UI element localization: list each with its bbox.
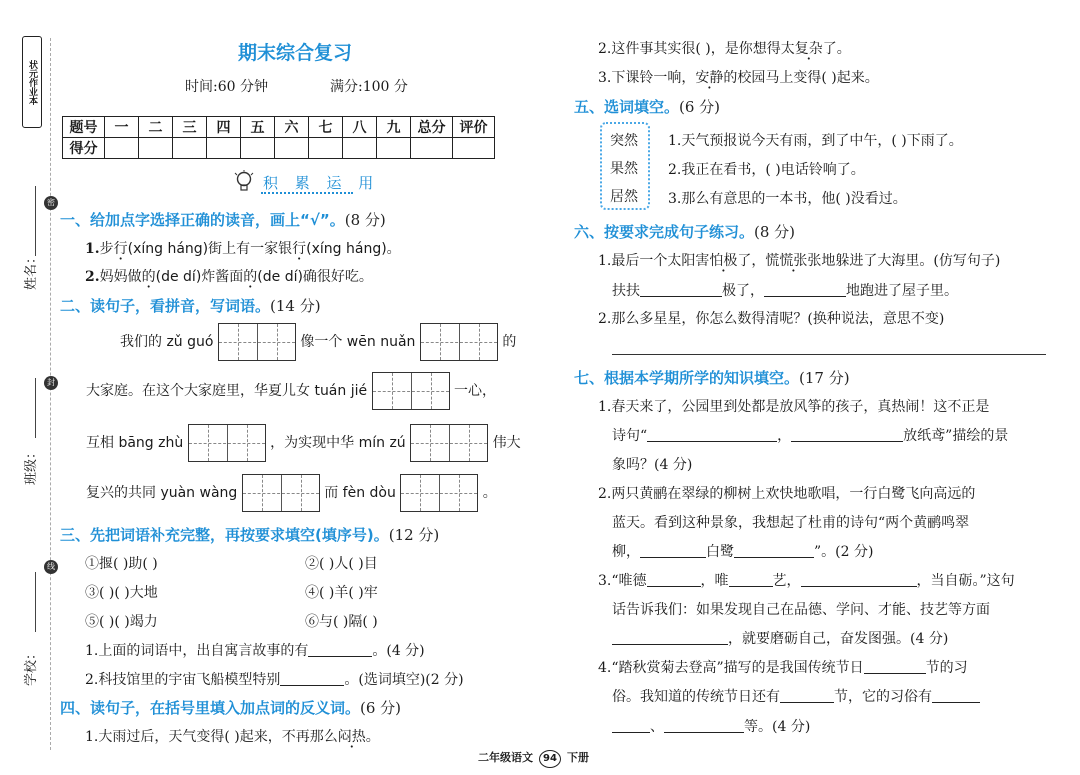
- score-input[interactable]: [241, 138, 275, 159]
- footer-volume: 下册: [567, 751, 589, 764]
- score-cell: 七: [309, 117, 343, 138]
- s5-item-2[interactable]: 2.我正在看书，( )电话铃响了。: [668, 162, 865, 178]
- word-bank-item: 突然: [610, 133, 638, 149]
- section-6-heading: 六、按要求完成句子练习。(8 分): [574, 223, 796, 241]
- word-bank-item: 居然: [610, 189, 638, 205]
- answer-blank[interactable]: [864, 660, 926, 674]
- writing-grid[interactable]: [372, 372, 450, 410]
- writing-grid[interactable]: [410, 424, 488, 462]
- section-banner: [233, 170, 380, 194]
- score-input[interactable]: [173, 138, 207, 159]
- s2-line-1: 我们的 zǔ guó 像一个 wēn nuǎn 的: [120, 323, 516, 361]
- class-label: 班级：: [24, 445, 39, 485]
- s1-item-2: 2.妈妈做的(de dí)炸酱面的(de dí)确很好吃。: [85, 269, 373, 285]
- section-2-heading: 二、读句子，看拼音，写词语。(14 分): [60, 297, 321, 315]
- s4-item-3: 3.下课铃一响，安静的校园马上变得( )起来。: [598, 70, 879, 86]
- score-input[interactable]: [105, 138, 139, 159]
- score-cell: 题号: [63, 117, 105, 138]
- score-cell: 一: [105, 117, 139, 138]
- s5-item-1[interactable]: 1.天气预报说今天有雨，到了中午，( )下雨了。: [668, 133, 963, 149]
- score-table: [62, 116, 495, 159]
- s7-q3-line1: 3.“唯德 ，唯 艺， ，当自砺。”这句: [598, 573, 1015, 589]
- writing-grid[interactable]: [242, 474, 320, 512]
- score-table-header: [63, 117, 495, 138]
- score-input[interactable]: [411, 138, 453, 159]
- answer-blank[interactable]: [729, 573, 773, 587]
- s3-q1: 1.上面的词语中，出自寓言故事的有 。(4 分): [85, 643, 425, 659]
- s7-q4-line2: 俗。我知道的传统节日还有 节，它的习俗有: [612, 686, 980, 706]
- publisher-stamp: 状元作业本: [22, 36, 42, 128]
- s3-q2: 2.科技馆里的宇宙飞船模型特别 。(选词填空)(2 分): [85, 672, 464, 688]
- score-input[interactable]: [139, 138, 173, 159]
- s6-q2: 2.那么多星星，你怎么数得清呢？(换种说法，意思不变): [598, 311, 945, 327]
- writing-grid[interactable]: [218, 323, 296, 361]
- score-cell: 九: [377, 117, 411, 138]
- writing-grid[interactable]: [188, 424, 266, 462]
- s1-item-1: 1.步行(xíng háng)街上有一家银行(xíng háng)。: [85, 241, 401, 257]
- answer-blank[interactable]: [664, 719, 744, 733]
- name-label: 姓名：: [24, 250, 39, 290]
- score-cell: 八: [343, 117, 377, 138]
- score-input[interactable]: [207, 138, 241, 159]
- answer-blank[interactable]: [791, 428, 903, 442]
- school-line[interactable]: [35, 572, 36, 632]
- score-input[interactable]: [377, 138, 411, 159]
- fold-line: [50, 38, 51, 750]
- score-input[interactable]: [453, 138, 495, 159]
- full-score: 满分:100 分: [329, 79, 408, 95]
- score-cell: 评价: [453, 117, 495, 138]
- s7-q2-line1: 2.两只黄鹂在翠绿的柳树上欢快地歌唱，一行白鹭飞向高远的: [598, 486, 976, 502]
- s2-line-2: 大家庭。在这个大家庭里，华夏儿女 tuán jié 一心，: [86, 372, 496, 410]
- time-limit: 时间:60 分钟: [185, 79, 268, 95]
- answer-blank[interactable]: [801, 573, 917, 587]
- answer-blank[interactable]: [647, 573, 701, 587]
- answer-blank[interactable]: [647, 428, 777, 442]
- writing-grid[interactable]: [420, 323, 498, 361]
- idiom-5[interactable]: ⑤( )( )竭力: [85, 614, 158, 630]
- answer-blank[interactable]: [612, 719, 650, 733]
- s7-q2-line3: 柳， 白鹭 ”。(2 分): [612, 544, 874, 560]
- score-cell: 三: [173, 117, 207, 138]
- answer-blank[interactable]: [640, 283, 722, 297]
- answer-blank[interactable]: [308, 643, 372, 657]
- seal-mark-xian: 线: [44, 560, 58, 574]
- s5-item-3[interactable]: 3.那么有意思的一本书，他( )没看过。: [668, 191, 907, 207]
- name-line[interactable]: [35, 186, 36, 256]
- school-label: 学校：: [24, 646, 39, 686]
- answer-blank[interactable]: [764, 283, 846, 297]
- seal-mark-mi: 密: [44, 196, 58, 210]
- binding-strip: [0, 0, 55, 775]
- s6-q1: 1.最后一个太阳害怕极了，慌慌张张地躲进了大海里。(仿写句子): [598, 253, 1001, 269]
- answer-blank[interactable]: [640, 544, 706, 558]
- s7-q4-line3: 、 等。(4 分): [612, 716, 810, 736]
- idiom-3[interactable]: ③( )( )大地: [85, 585, 158, 601]
- word-bank-item: 果然: [610, 161, 638, 177]
- banner-text: 积 累 运 用: [263, 174, 380, 192]
- idiom-6[interactable]: ⑥与( )隔( ): [305, 614, 378, 630]
- section-3-heading: 三、先把词语补充完整，再按要求填空(填序号)。(12 分): [60, 526, 440, 544]
- score-cell: 五: [241, 117, 275, 138]
- s6-q1-answer: 扶扶 极了， 地跑进了屋子里。: [612, 283, 958, 299]
- s7-q2-line2: 蓝天。看到这种景象，我想起了杜甫的诗句“两个黄鹂鸣翠: [612, 515, 970, 531]
- score-table-row: [63, 138, 495, 159]
- s7-q1-line3: 象吗？(4 分): [612, 457, 693, 473]
- section-5-heading: 五、选词填空。(6 分): [574, 98, 721, 116]
- score-cell: 四: [207, 117, 241, 138]
- seal-mark-feng: 封: [44, 376, 58, 390]
- score-row-label: 得分: [63, 138, 105, 159]
- s7-q4-line1: 4.“踏秋赏菊去登高”描写的是我国传统节日 节的习: [598, 660, 968, 676]
- answer-blank[interactable]: [932, 689, 980, 703]
- s4-item-2: 2.这件事其实很( )，是你想得太复杂了。: [598, 41, 851, 57]
- page-footer: [478, 749, 589, 768]
- section-4-heading: 四、读句子，在括号里填入加点词的反义词。(6 分): [60, 699, 402, 717]
- idiom-4[interactable]: ④( )羊( )牢: [305, 585, 378, 601]
- score-input[interactable]: [275, 138, 309, 159]
- section-1-heading: 一、给加点字选择正确的读音，画上“√”。(8 分): [60, 211, 386, 229]
- answer-blank[interactable]: [734, 544, 814, 558]
- score-cell: 总分: [411, 117, 453, 138]
- answer-blank[interactable]: [780, 689, 834, 703]
- s7-q1-line1: 1.春天来了，公园里到处都是放风筝的孩子，真热闹！这不正是: [598, 399, 990, 415]
- s4-item-1: 1.大雨过后，天气变得( )起来，不再那么闷热。: [85, 729, 380, 745]
- footer-grade: 二年级语文: [478, 751, 533, 764]
- s7-q1-line2: 诗句“ ， 放纸鸢”描绘的景: [612, 428, 1009, 444]
- s2-line-3: 互相 bāng zhù ，为实现中华 mín zú 伟大: [86, 424, 521, 462]
- idiom-1[interactable]: ①揠( )助( ): [85, 556, 158, 572]
- class-line[interactable]: [35, 378, 36, 438]
- section-7-heading: 七、根据本学期所学的知识填空。(17 分): [574, 369, 850, 387]
- idiom-2[interactable]: ②( )人( )目: [305, 556, 378, 572]
- score-cell: 六: [275, 117, 309, 138]
- s7-q3-line2: 话告诉我们：如果发现自己在品德、学问、才能、技艺等方面: [612, 602, 990, 618]
- answer-blank[interactable]: [280, 672, 344, 686]
- page-number: 94: [539, 750, 561, 768]
- lightbulb-icon: [233, 170, 255, 194]
- score-input[interactable]: [309, 138, 343, 159]
- page-title: 期末综合复习: [237, 42, 352, 64]
- writing-grid[interactable]: [400, 474, 478, 512]
- score-input[interactable]: [343, 138, 377, 159]
- answer-blank[interactable]: [612, 631, 728, 645]
- s7-q3-line3: ，就要磨砺自己，奋发图强。(4 分): [612, 628, 948, 648]
- score-cell: 二: [139, 117, 173, 138]
- exam-meta: [185, 76, 408, 96]
- s2-line-4: 复兴的共同 yuàn wàng 而 fèn dòu 。: [86, 474, 497, 512]
- s6-q2-answer-line[interactable]: [612, 354, 1046, 355]
- word-bank: [600, 122, 650, 210]
